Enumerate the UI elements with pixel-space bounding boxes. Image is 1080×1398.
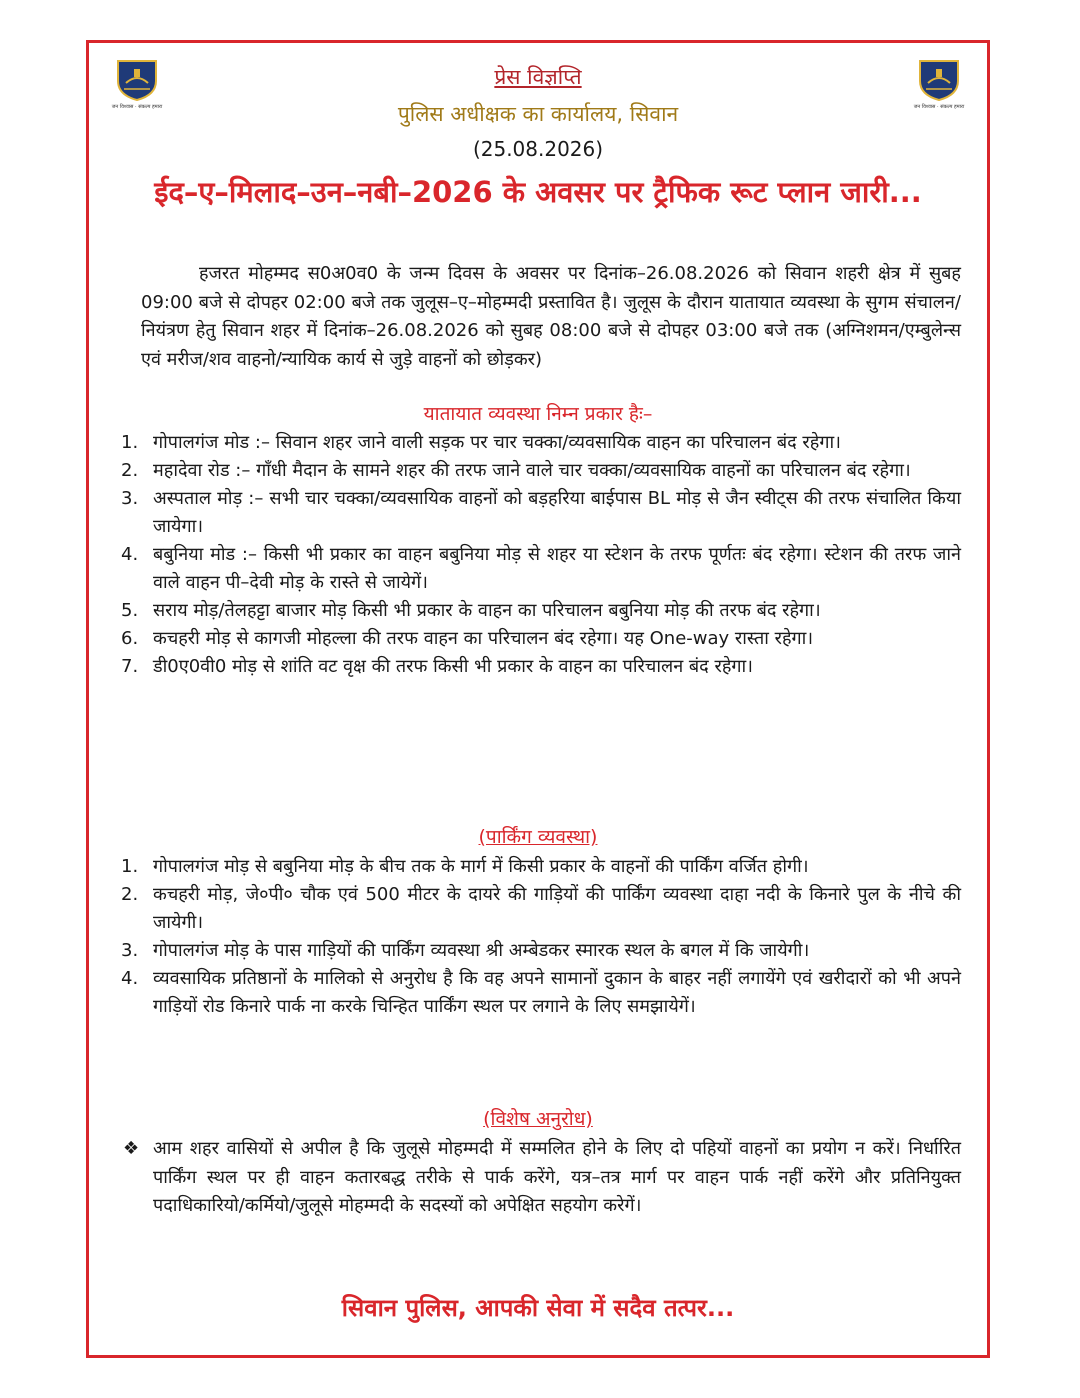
list-item-text: महादेवा रोड :– गाँधी मैदान के सामने शहर की तरफ जाने वाले चार चक्का/व्यवसायिक वाहनों का परिचालन बंद रहेगा। [153,460,911,481]
traffic-list-item [121,429,961,457]
parking-heading: (पार्किंग व्यवस्था) [478,826,598,848]
document-title: ईद–ए–मिलाद–उन–नबी–2026 के अवसर पर ट्रैफिक रूट प्लान जारी... [154,175,922,209]
list-item-number: 1. [121,432,139,453]
list-item-text: अस्पताल मोड़ :– सभी चार चक्का/व्यवसायिक वाहनों को बड़हरिया बाईपास BL मोड़ से जैन स्वीट्स की तरफ संचालित किया जायेगा। [153,488,961,537]
list-item-number: 4. [121,544,139,565]
parking-list-item [121,937,961,965]
traffic-list-item [121,541,961,597]
list-item-text: गोपालगंज मोड :– सिवान शहर जाने वाली सड़क पर चार चक्का/व्यवसायिक वाहन का परिचालन बंद रहेगा। [153,432,841,453]
logo-tagline: जन विश्वास · संकल्प हमारा [111,104,163,110]
parking-list-item [121,965,961,1021]
traffic-list-item [121,485,961,541]
list-item-number: 3. [121,488,139,509]
diamond-bullet-icon: ❖ [123,1138,140,1159]
special-request-text: आम शहर वासियों से अपील है कि जुलूसे मोहम्मदी में सम्मलित होने के लिए दो पहियों वाहनों का प्रयोग न करें। निर्धारित पार्किंग स्थल पर ही वाहन कतारबद्ध तरीके से पार्क करेंगे, यत्र–तत्र मार्ग पर वाहन पार्क नहीं करेंगे और प्रतिनियुक्त पदाधिकारियो/कर्मियो/जुलूसे मोहम्मदी के सदस्यों को अपेक्षित सहयोग करेगें। [153,1138,961,1216]
list-item-number: 1. [121,856,139,877]
footer-slogan: सिवान पुलिस, आपकी सेवा में सदैव तत्पर... [341,1294,735,1322]
list-item-number: 3. [121,940,139,961]
office-name: पुलिस अधीक्षक का कार्यालय, सिवान [397,102,679,126]
traffic-list-item [121,625,961,653]
list-item-number: 4. [121,968,139,989]
list-item-text: कचहरी मोड़, जे०पी० चौक एवं 500 मीटर के दायरे की गाड़ियों की पार्किंग व्यवस्था दाहा नदी के किनारे पुल के नीचे की जायेगी। [153,884,961,933]
list-item-text: कचहरी मोड़ से कागजी मोहल्ला की तरफ वाहन का परिचालन बंद रहेगा। यह One-way रास्ता रहेगा। [153,628,814,649]
release-date: (25.08.2026) [472,137,604,161]
logo-tagline: जन विश्वास · संकल्प हमारा [913,104,965,110]
list-item-text: डी0ए0वी0 मोड़ से शांति वट वृक्ष की तरफ किसी भी प्रकार के वाहन का परिचालन बंद रहेगा। [153,656,754,677]
list-item-text: बबुनिया मोड :– किसी भी प्रकार का वाहन बबुनिया मोड़ से शहर या स्टेशन के तरफ पूर्णतः बंद रहेगा। स्टेशन की तरफ जाने वाले वाहन पी–देवी मोड़ के रास्ते से जायेगें। [153,544,961,593]
list-item-number: 7. [121,656,139,677]
list-item-text: सराय मोड़/तेलहट्टा बाजार मोड़ किसी भी प्रकार के वाहन का परिचालन बबुनिया मोड़ की तरफ बंद रहेगा। [153,600,821,621]
list-item-text: गोपालगंज मोड़ से बबुनिया मोड़ के बीच तक के मार्ग में किसी प्रकार के वाहनों की पार्किंग वर्जित होगी। [153,856,809,877]
intro-paragraph: हजरत मोहम्मद स0अ0व0 के जन्म दिवस के अवसर पर दिनांक–26.08.2026 को सिवान शहरी क्षेत्र में सुबह 09:00 बजे से दोपहर 02:00 बजे तक जुलूस–ए–मोहम्मदी प्रस्तावित है। जुलूस के दौरान यातायात व्यवस्था के सुगम संचालन/नियंत्रण हेतु सिवान शहर में दिनांक–26.08.2026 को सुबह 08:00 बजे से दोपहर 03:00 बजे तक (अग्निशमन/एम्बुलेन्स एवं मरीज/शव वाहनो/न्यायिक कार्य से जुड़े वाहनों को छोड़कर) [141,263,961,370]
list-item-number: 6. [121,628,139,649]
press-release-heading: प्रेस विज्ञप्ति [494,65,582,89]
parking-list-item [121,881,961,937]
list-item-number: 2. [121,884,139,905]
traffic-list-item [121,597,961,625]
parking-rules-list [121,853,961,1021]
special-request-paragraph [123,1135,961,1221]
list-item-number: 2. [121,460,139,481]
traffic-heading: यातायात व्यवस्था निम्न प्रकार हैः– [423,403,653,425]
list-item-text: व्यवसायिक प्रतिष्ठानों के मालिको से अनुरोध है कि वह अपने सामानों दुकान के बाहर नहीं लगायेंगे एवं खरीदारों को भी अपने गाड़ियों रोड किनारे पार्क ना करके चिन्हित पार्किंग स्थल पर लगाने के लिए समझायेगें। [153,968,961,1017]
traffic-list-item [121,457,961,485]
parking-list-item [121,853,961,881]
traffic-rules-list [121,429,961,681]
list-item-text: गोपालगंज मोड़ के पास गाड़ियों की पार्किंग व्यवस्था श्री अम्बेडकर स्मारक स्थल के बगल में कि जायेगी। [153,940,810,961]
press-release-frame [86,40,990,1358]
list-item-number: 5. [121,600,139,621]
traffic-list-item [121,653,961,681]
special-request-heading: (विशेष अनुरोध) [483,1108,593,1130]
